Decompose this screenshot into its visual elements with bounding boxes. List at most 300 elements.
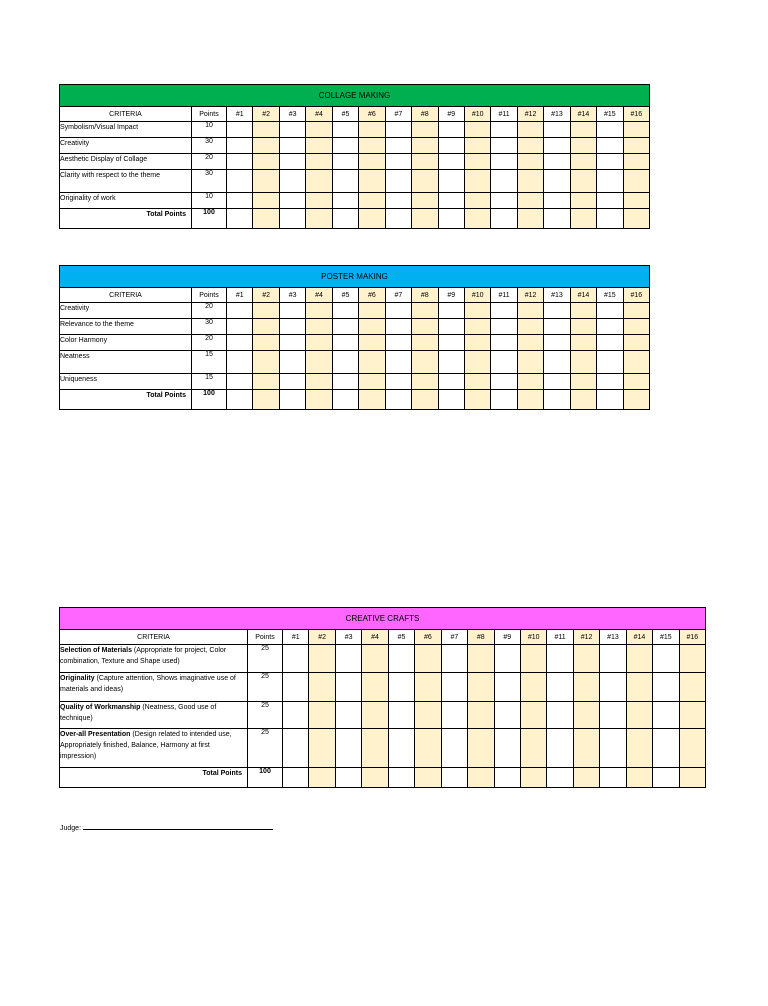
score-cell[interactable] (279, 154, 305, 170)
score-cell[interactable] (464, 170, 490, 193)
score-cell[interactable] (517, 303, 543, 319)
score-cell[interactable] (517, 138, 543, 154)
score-cell[interactable] (653, 729, 679, 768)
total-score-cell[interactable] (626, 768, 652, 788)
score-cell[interactable] (626, 729, 652, 768)
column-header-10: #10 (464, 288, 490, 303)
score-cell[interactable] (491, 335, 517, 351)
crafts-title: CREATIVE CRAFTS (60, 608, 706, 630)
score-cell[interactable] (335, 702, 361, 729)
score-cell[interactable] (547, 645, 573, 673)
score-cell[interactable] (570, 170, 596, 193)
score-cell[interactable] (332, 319, 358, 335)
score-cell[interactable] (623, 303, 649, 319)
score-cell[interactable] (253, 374, 279, 390)
score-cell[interactable] (306, 319, 332, 335)
total-score-cell[interactable] (283, 768, 309, 788)
score-cell[interactable] (309, 645, 335, 673)
score-cell[interactable] (441, 645, 467, 673)
score-cell[interactable] (468, 645, 494, 673)
score-cell[interactable] (332, 335, 358, 351)
criteria-row (60, 303, 650, 319)
total-score-cell[interactable] (332, 390, 358, 410)
score-cell[interactable] (570, 138, 596, 154)
score-cell[interactable] (438, 319, 464, 335)
total-score-cell[interactable] (438, 209, 464, 229)
score-cell[interactable] (517, 335, 543, 351)
score-cell[interactable] (517, 193, 543, 209)
score-cell[interactable] (520, 673, 546, 702)
score-cell[interactable] (309, 673, 335, 702)
score-cell[interactable] (600, 645, 626, 673)
score-cell[interactable] (544, 122, 570, 138)
score-cell[interactable] (520, 645, 546, 673)
score-cell[interactable] (547, 702, 573, 729)
score-cell[interactable] (306, 351, 332, 374)
score-cell[interactable] (438, 170, 464, 193)
score-cell[interactable] (679, 729, 705, 768)
score-cell[interactable] (494, 702, 520, 729)
total-score-cell[interactable] (464, 209, 490, 229)
criteria-label (60, 673, 248, 702)
total-score-cell[interactable] (597, 390, 623, 410)
total-score-cell[interactable] (362, 768, 388, 788)
score-cell[interactable] (412, 193, 438, 209)
score-cell[interactable] (544, 335, 570, 351)
total-score-cell[interactable] (279, 209, 305, 229)
score-cell[interactable] (520, 702, 546, 729)
score-cell[interactable] (438, 374, 464, 390)
total-score-cell[interactable] (520, 768, 546, 788)
score-cell[interactable] (253, 138, 279, 154)
score-cell[interactable] (332, 374, 358, 390)
score-cell[interactable] (547, 673, 573, 702)
score-cell[interactable] (332, 193, 358, 209)
column-header-15: #15 (653, 630, 679, 645)
score-cell[interactable] (359, 351, 385, 374)
score-cell[interactable] (385, 154, 411, 170)
score-cell[interactable] (570, 319, 596, 335)
total-score-cell[interactable] (544, 390, 570, 410)
score-cell[interactable] (306, 138, 332, 154)
score-cell[interactable] (253, 122, 279, 138)
score-cell[interactable] (544, 193, 570, 209)
score-cell[interactable] (332, 303, 358, 319)
total-score-cell[interactable] (547, 768, 573, 788)
score-cell[interactable] (415, 645, 441, 673)
score-cell[interactable] (491, 154, 517, 170)
score-cell[interactable] (306, 170, 332, 193)
total-score-cell[interactable] (623, 390, 649, 410)
column-header-8: #8 (412, 107, 438, 122)
total-score-cell[interactable] (517, 390, 543, 410)
score-cell[interactable] (494, 673, 520, 702)
score-cell[interactable] (679, 645, 705, 673)
score-cell[interactable] (438, 193, 464, 209)
judge-blank[interactable] (83, 823, 273, 830)
score-cell[interactable] (517, 374, 543, 390)
score-cell[interactable] (283, 645, 309, 673)
score-cell[interactable] (412, 138, 438, 154)
score-cell[interactable] (412, 319, 438, 335)
score-cell[interactable] (464, 351, 490, 374)
column-header-5: #5 (388, 630, 414, 645)
score-cell[interactable] (600, 729, 626, 768)
score-cell[interactable] (464, 374, 490, 390)
total-score-cell[interactable] (412, 390, 438, 410)
score-cell[interactable] (359, 154, 385, 170)
score-cell[interactable] (332, 138, 358, 154)
total-score-cell[interactable] (464, 390, 490, 410)
score-cell[interactable] (623, 335, 649, 351)
total-score-cell[interactable] (544, 209, 570, 229)
score-cell[interactable] (385, 303, 411, 319)
score-cell[interactable] (279, 303, 305, 319)
score-cell[interactable] (227, 303, 253, 319)
score-cell[interactable] (464, 193, 490, 209)
total-score-cell[interactable] (253, 390, 279, 410)
score-cell[interactable] (385, 351, 411, 374)
total-score-cell[interactable] (412, 209, 438, 229)
score-cell[interactable] (412, 170, 438, 193)
score-cell[interactable] (464, 335, 490, 351)
creative-crafts-table (59, 607, 706, 788)
score-cell[interactable] (385, 319, 411, 335)
score-cell[interactable] (412, 335, 438, 351)
score-cell[interactable] (468, 729, 494, 768)
score-cell[interactable] (597, 122, 623, 138)
score-cell[interactable] (438, 303, 464, 319)
criteria-label: Color Harmony (60, 335, 192, 351)
score-cell[interactable] (253, 193, 279, 209)
score-cell[interactable] (415, 729, 441, 768)
score-cell[interactable] (283, 729, 309, 768)
score-cell[interactable] (385, 335, 411, 351)
criteria-name: Quality of Workmanship (60, 704, 141, 711)
score-cell[interactable] (359, 122, 385, 138)
score-cell[interactable] (464, 138, 490, 154)
score-cell[interactable] (517, 351, 543, 374)
score-cell[interactable] (597, 335, 623, 351)
score-cell[interactable] (359, 138, 385, 154)
score-cell[interactable] (438, 154, 464, 170)
column-header-9: #9 (438, 107, 464, 122)
score-cell[interactable] (309, 702, 335, 729)
column-header-4: #4 (306, 288, 332, 303)
score-cell[interactable] (653, 645, 679, 673)
poster-title: POSTER MAKING (60, 266, 650, 288)
total-score-cell[interactable] (332, 209, 358, 229)
score-cell[interactable] (438, 122, 464, 138)
score-cell[interactable] (520, 729, 546, 768)
total-score-cell[interactable] (227, 209, 253, 229)
total-score-cell[interactable] (438, 390, 464, 410)
score-cell[interactable] (332, 170, 358, 193)
score-cell[interactable] (573, 702, 599, 729)
column-header-4: #4 (362, 630, 388, 645)
score-cell[interactable] (385, 374, 411, 390)
score-cell[interactable] (309, 729, 335, 768)
score-cell[interactable] (415, 702, 441, 729)
score-cell[interactable] (438, 335, 464, 351)
total-score-cell[interactable] (306, 209, 332, 229)
score-cell[interactable] (544, 374, 570, 390)
total-score-cell[interactable] (623, 209, 649, 229)
score-cell[interactable] (412, 374, 438, 390)
column-header-9: #9 (438, 288, 464, 303)
total-score-cell[interactable] (491, 209, 517, 229)
total-score-cell[interactable] (491, 390, 517, 410)
score-cell[interactable] (653, 673, 679, 702)
score-cell[interactable] (253, 351, 279, 374)
score-cell[interactable] (227, 193, 253, 209)
score-cell[interactable] (544, 170, 570, 193)
score-cell[interactable] (517, 122, 543, 138)
criteria-label: Clarity with respect to the theme (60, 170, 192, 193)
score-cell[interactable] (388, 673, 414, 702)
score-cell[interactable] (438, 138, 464, 154)
score-cell[interactable] (227, 351, 253, 374)
score-cell[interactable] (600, 702, 626, 729)
score-cell[interactable] (623, 351, 649, 374)
score-cell[interactable] (332, 154, 358, 170)
score-cell[interactable] (544, 138, 570, 154)
score-cell[interactable] (279, 122, 305, 138)
total-score-cell[interactable] (653, 768, 679, 788)
score-cell[interactable] (570, 193, 596, 209)
score-cell[interactable] (385, 193, 411, 209)
score-cell[interactable] (464, 154, 490, 170)
score-cell[interactable] (491, 122, 517, 138)
score-cell[interactable] (570, 154, 596, 170)
score-cell[interactable] (679, 702, 705, 729)
score-cell[interactable] (253, 335, 279, 351)
score-cell[interactable] (597, 303, 623, 319)
score-cell[interactable] (623, 374, 649, 390)
score-cell[interactable] (544, 319, 570, 335)
score-cell[interactable] (464, 303, 490, 319)
score-cell[interactable] (491, 193, 517, 209)
score-cell[interactable] (623, 138, 649, 154)
score-cell[interactable] (306, 303, 332, 319)
score-cell[interactable] (494, 729, 520, 768)
score-cell[interactable] (359, 170, 385, 193)
column-header-10: #10 (464, 107, 490, 122)
score-cell[interactable] (385, 138, 411, 154)
score-cell[interactable] (388, 645, 414, 673)
score-cell[interactable] (547, 729, 573, 768)
score-cell[interactable] (491, 351, 517, 374)
total-score-cell[interactable] (279, 390, 305, 410)
total-score-cell[interactable] (517, 209, 543, 229)
score-cell[interactable] (227, 335, 253, 351)
score-cell[interactable] (306, 374, 332, 390)
score-cell[interactable] (283, 702, 309, 729)
score-cell[interactable] (335, 673, 361, 702)
poster-making-table (59, 265, 650, 410)
score-cell[interactable] (491, 303, 517, 319)
total-score-cell[interactable] (494, 768, 520, 788)
score-cell[interactable] (544, 303, 570, 319)
score-cell[interactable] (544, 154, 570, 170)
score-cell[interactable] (441, 702, 467, 729)
score-cell[interactable] (491, 374, 517, 390)
total-score-cell[interactable] (441, 768, 467, 788)
score-cell[interactable] (306, 154, 332, 170)
total-score-cell[interactable] (385, 209, 411, 229)
score-cell[interactable] (623, 319, 649, 335)
score-cell[interactable] (494, 645, 520, 673)
criteria-name: Selection of Materials (60, 647, 132, 654)
score-cell[interactable] (306, 335, 332, 351)
score-cell[interactable] (441, 729, 467, 768)
score-cell[interactable] (332, 122, 358, 138)
score-cell[interactable] (623, 193, 649, 209)
score-cell[interactable] (464, 122, 490, 138)
criteria-row (60, 122, 650, 138)
score-cell[interactable] (573, 645, 599, 673)
total-score-cell[interactable] (600, 768, 626, 788)
score-cell[interactable] (468, 673, 494, 702)
score-cell[interactable] (279, 335, 305, 351)
score-cell[interactable] (679, 673, 705, 702)
score-cell[interactable] (279, 319, 305, 335)
total-score-cell[interactable] (573, 768, 599, 788)
score-cell[interactable] (253, 303, 279, 319)
score-cell[interactable] (623, 154, 649, 170)
score-cell[interactable] (412, 122, 438, 138)
score-cell[interactable] (359, 193, 385, 209)
score-cell[interactable] (597, 374, 623, 390)
score-cell[interactable] (279, 170, 305, 193)
score-cell[interactable] (570, 335, 596, 351)
score-cell[interactable] (279, 351, 305, 374)
total-label: Total Points (60, 209, 192, 229)
score-cell[interactable] (227, 138, 253, 154)
score-cell[interactable] (388, 702, 414, 729)
score-cell[interactable] (544, 351, 570, 374)
total-score-cell[interactable] (388, 768, 414, 788)
score-cell[interactable] (597, 138, 623, 154)
score-cell[interactable] (306, 193, 332, 209)
score-cell[interactable] (597, 351, 623, 374)
total-score-cell[interactable] (415, 768, 441, 788)
score-cell[interactable] (626, 645, 652, 673)
total-score-cell[interactable] (359, 209, 385, 229)
score-cell[interactable] (415, 673, 441, 702)
total-score-cell[interactable] (335, 768, 361, 788)
score-cell[interactable] (227, 154, 253, 170)
column-header-11: #11 (547, 630, 573, 645)
score-cell[interactable] (359, 303, 385, 319)
score-cell[interactable] (388, 729, 414, 768)
score-cell[interactable] (570, 351, 596, 374)
score-cell[interactable] (227, 319, 253, 335)
score-cell[interactable] (517, 154, 543, 170)
score-cell[interactable] (570, 303, 596, 319)
score-cell[interactable] (359, 374, 385, 390)
score-cell[interactable] (335, 729, 361, 768)
column-header-2: #2 (309, 630, 335, 645)
score-cell[interactable] (253, 170, 279, 193)
total-score-cell[interactable] (570, 209, 596, 229)
score-cell[interactable] (359, 319, 385, 335)
total-score-cell[interactable] (679, 768, 705, 788)
score-cell[interactable] (570, 122, 596, 138)
total-score-cell[interactable] (597, 209, 623, 229)
score-cell[interactable] (600, 673, 626, 702)
score-cell[interactable] (441, 673, 467, 702)
score-cell[interactable] (362, 645, 388, 673)
score-cell[interactable] (253, 154, 279, 170)
score-cell[interactable] (597, 319, 623, 335)
score-cell[interactable] (491, 319, 517, 335)
score-cell[interactable] (491, 138, 517, 154)
score-cell[interactable] (438, 351, 464, 374)
column-header-1: #1 (227, 288, 253, 303)
total-score-cell[interactable] (253, 209, 279, 229)
score-cell[interactable] (227, 122, 253, 138)
score-cell[interactable] (626, 673, 652, 702)
score-cell[interactable] (412, 154, 438, 170)
total-score-cell[interactable] (570, 390, 596, 410)
total-score-cell[interactable] (309, 768, 335, 788)
total-score-cell[interactable] (385, 390, 411, 410)
score-cell[interactable] (385, 170, 411, 193)
score-cell[interactable] (362, 729, 388, 768)
score-cell[interactable] (227, 170, 253, 193)
score-cell[interactable] (279, 138, 305, 154)
score-cell[interactable] (626, 702, 652, 729)
total-score-cell[interactable] (468, 768, 494, 788)
criteria-description: (Capture attention, Shows imaginative use of materials and ideas) (60, 675, 236, 693)
score-cell[interactable] (517, 170, 543, 193)
total-score-cell[interactable] (227, 390, 253, 410)
score-cell[interactable] (362, 702, 388, 729)
score-cell[interactable] (464, 319, 490, 335)
criteria-label: Creativity (60, 303, 192, 319)
total-score-cell[interactable] (306, 390, 332, 410)
score-cell[interactable] (517, 319, 543, 335)
score-cell[interactable] (359, 335, 385, 351)
score-cell[interactable] (279, 193, 305, 209)
score-cell[interactable] (412, 303, 438, 319)
score-cell[interactable] (227, 374, 253, 390)
score-cell[interactable] (253, 319, 279, 335)
score-cell[interactable] (573, 673, 599, 702)
score-cell[interactable] (412, 351, 438, 374)
score-cell[interactable] (306, 122, 332, 138)
score-cell[interactable] (570, 374, 596, 390)
score-cell[interactable] (597, 170, 623, 193)
score-cell[interactable] (653, 702, 679, 729)
score-cell[interactable] (385, 122, 411, 138)
score-cell[interactable] (362, 673, 388, 702)
score-cell[interactable] (597, 193, 623, 209)
score-cell[interactable] (597, 154, 623, 170)
column-header-15: #15 (597, 107, 623, 122)
score-cell[interactable] (279, 374, 305, 390)
score-cell[interactable] (623, 170, 649, 193)
score-cell[interactable] (332, 351, 358, 374)
score-cell[interactable] (491, 170, 517, 193)
score-cell[interactable] (283, 673, 309, 702)
score-cell[interactable] (335, 645, 361, 673)
score-cell[interactable] (468, 702, 494, 729)
total-score-cell[interactable] (359, 390, 385, 410)
score-cell[interactable] (623, 122, 649, 138)
score-cell[interactable] (573, 729, 599, 768)
